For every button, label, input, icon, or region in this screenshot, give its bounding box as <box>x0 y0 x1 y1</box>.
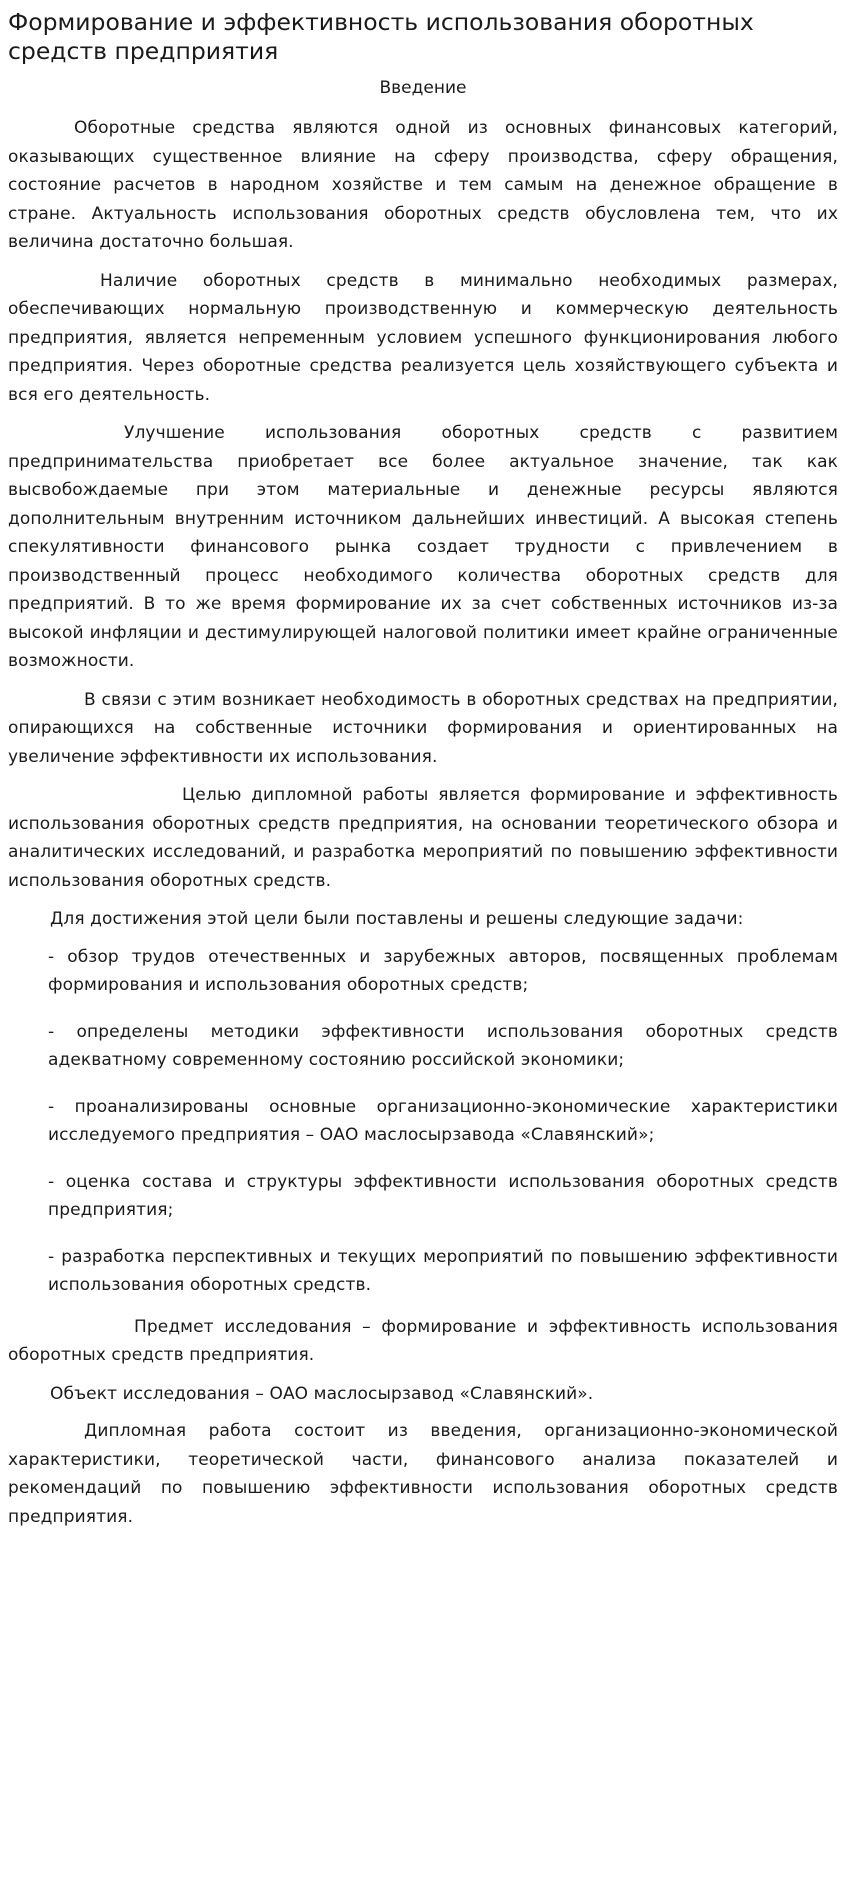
section-title: Введение <box>379 78 467 98</box>
paragraph-5: Целью дипломной работы является формирование и эффективность использования оборотных средств предприятия, на основании теоретического обзора и аналитических исследований, и разработка мероприятий по повышению эффективности использования оборотных средств. <box>8 785 838 891</box>
task-item-2: - определены методики эффективности использования оборотных средств адекватному современному состоянию российской экономики; <box>48 1021 838 1070</box>
work-structure: Дипломная работа состоит из введения, организационно-экономической характеристики, теоретической части, финансового анализа показателей и рекомендаций по повышению эффективности использования оборотных средств предприятия. <box>8 1421 838 1527</box>
document-title: Формирование и эффективность использования оборотных средств предприятия <box>8 8 754 65</box>
paragraph-2: Наличие оборотных средств в минимально необходимых размерах, обеспечивающих нормальную производственную и коммерческую деятельность предприятия, является непременным условием успешного функционирования любого предприятия. Через оборотные средства реализуется цель хозяйствующего субъекта и вся его деятельность. <box>8 270 838 405</box>
tasks-intro: Для достижения этой цели были поставлены и решены следующие задачи: <box>50 909 744 929</box>
paragraph-1: Оборотные средства являются одной из основных финансовых категорий, оказывающих существенное влияние на сферу производства, сферу обращения, состояние расчетов в народном хозяйстве и тем самым на денежное обращение в стране. Актуальность использования оборотных средств обусловлена тем, что их величина достаточно большая. <box>8 118 838 252</box>
task-item-1: - обзор трудов отечественных и зарубежных авторов, посвященных проблемам формирования и использования оборотных средств; <box>48 946 838 995</box>
paragraph-3: Улучшение использования оборотных средств с развитием предпринимательства приобретает все более актуальное значение, так как высвобождаемые при этом материальные и денежные ресурсы являются дополнительным внутренним источником дальнейших инвестиций. А высокая степень спекулятивности финансового рынка создает трудности с привлечением в производственный процесс необходимого количества оборотных средств для предприятий. В то же время формирование их за счет собственных источников из-за высокой инфляции и дестимулирующей налоговой политики имеет крайне ограниченные возможности. <box>8 423 838 671</box>
research-object: Объект исследования – ОАО маслосырзавод «Славянский». <box>50 1383 594 1404</box>
paragraph-4: В связи с этим возникает необходимость в оборотных средствах на предприятии, опирающихся на собственные источники формирования и ориентированных на увеличение эффективности их использования. <box>8 689 838 767</box>
task-item-4: - оценка состава и структуры эффективности использования оборотных средств предприятия; <box>48 1171 838 1220</box>
task-item-5: - разработка перспективных и текущих мероприятий по повышению эффективности использования оборотных средств. <box>48 1246 838 1295</box>
research-subject: Предмет исследования – формирование и эффективность использования оборотных средств предприятия. <box>8 1316 838 1365</box>
task-item-3: - проанализированы основные организационно-экономические характеристики исследуемого предприятия – ОАО маслосырзавода «Славянский»; <box>48 1096 838 1145</box>
